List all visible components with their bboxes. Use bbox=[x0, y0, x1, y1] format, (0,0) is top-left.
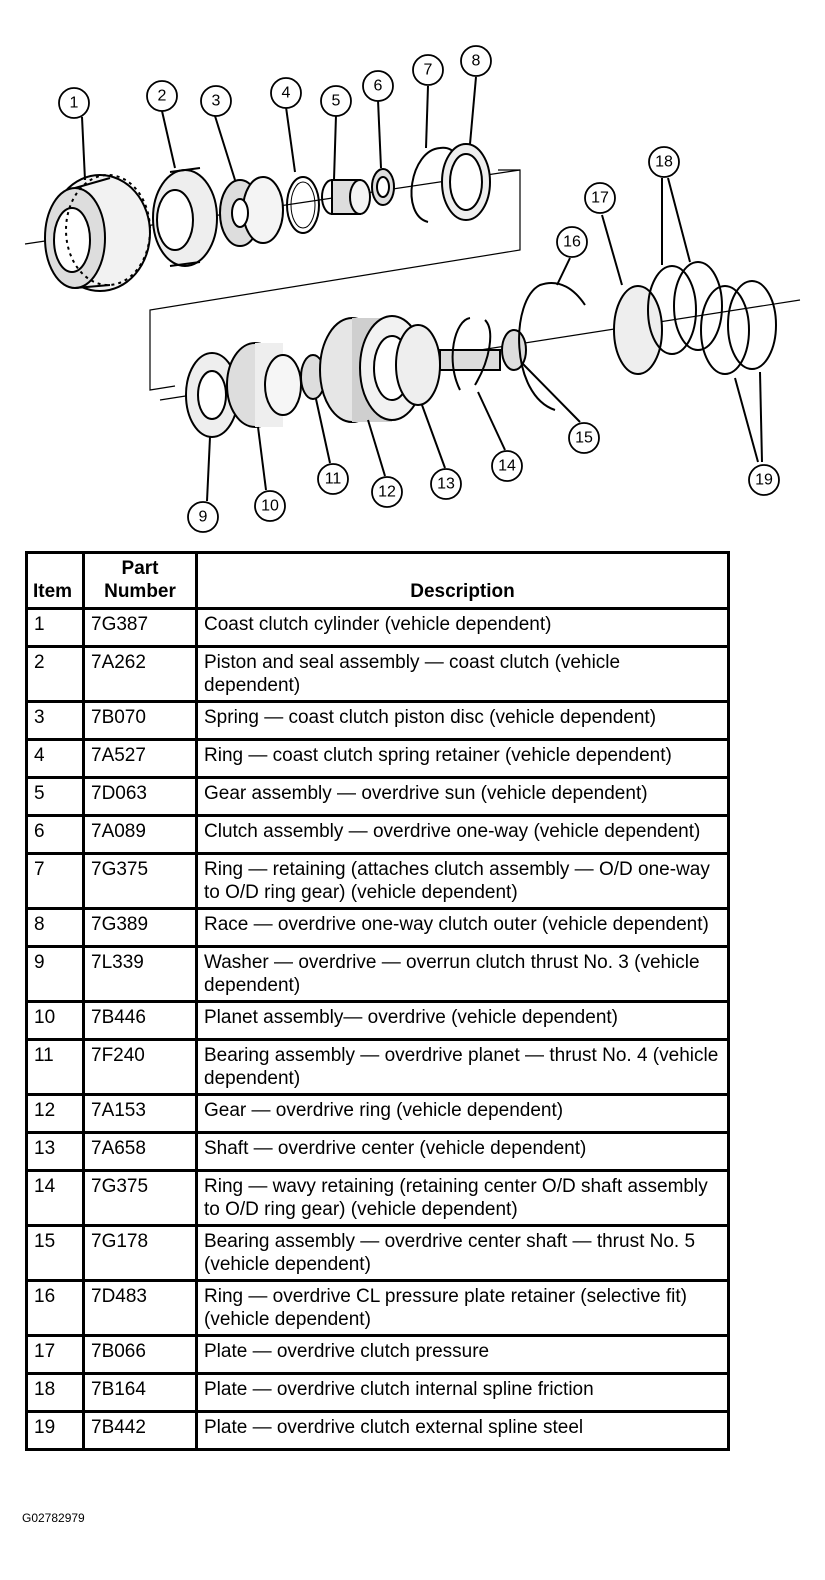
part-number-cell: 7A089 bbox=[84, 816, 197, 854]
description-cell: Bearing assembly — overdrive center shaft — thrust No. 5 (vehicle dependent) bbox=[197, 1226, 729, 1281]
leader-line-15 bbox=[522, 363, 580, 422]
callout-label-1: 1 bbox=[69, 94, 79, 112]
description-cell: Ring — overdrive CL pressure plate retainer (selective fit) (vehicle dependent) bbox=[197, 1281, 729, 1336]
external-spline-steel-plates bbox=[701, 281, 776, 374]
description-cell: Planet assembly— overdrive (vehicle dependent) bbox=[197, 1002, 729, 1040]
part-number-cell: 7D483 bbox=[84, 1281, 197, 1336]
leader-line-5 bbox=[334, 115, 336, 180]
table-row bbox=[27, 854, 729, 909]
description-cell: Shaft — overdrive center (vehicle dependent) bbox=[197, 1133, 729, 1171]
leader-line-8 bbox=[470, 77, 476, 144]
item-cell: 12 bbox=[27, 1095, 84, 1133]
callout-label-14: 14 bbox=[498, 457, 516, 475]
table-row bbox=[27, 1133, 729, 1171]
piston-seal-assembly bbox=[153, 168, 217, 266]
item-cell: 1 bbox=[27, 609, 84, 647]
coast-clutch-cylinder bbox=[45, 175, 150, 291]
description-cell: Washer — overdrive — overrun clutch thrust No. 3 (vehicle dependent) bbox=[197, 947, 729, 1002]
diagram-svg bbox=[0, 0, 825, 545]
table-header-row bbox=[27, 553, 729, 609]
callout-label-18: 18 bbox=[655, 153, 673, 171]
part-number-cell: 7G389 bbox=[84, 909, 197, 947]
table-row bbox=[27, 609, 729, 647]
item-cell: 9 bbox=[27, 947, 84, 1002]
leader-line-1 bbox=[82, 117, 85, 180]
description-cell: Gear assembly — overdrive sun (vehicle dependent) bbox=[197, 778, 729, 816]
callout-label-7: 7 bbox=[423, 61, 433, 79]
leader-line-13 bbox=[422, 405, 445, 468]
pressure-plate-retainer-ring bbox=[519, 283, 585, 410]
figure-id: G02782979 bbox=[22, 1511, 85, 1525]
item-cell: 10 bbox=[27, 1002, 84, 1040]
item-cell: 19 bbox=[27, 1412, 84, 1450]
item-cell: 16 bbox=[27, 1281, 84, 1336]
leader-line-16 bbox=[557, 258, 570, 285]
part-number-cell: 7A658 bbox=[84, 1133, 197, 1171]
leader-line-10 bbox=[258, 427, 266, 490]
part-number-cell: 7F240 bbox=[84, 1040, 197, 1095]
header-description: Description bbox=[197, 553, 729, 609]
table-row bbox=[27, 647, 729, 702]
header-item: Item bbox=[27, 553, 84, 609]
item-cell: 17 bbox=[27, 1336, 84, 1374]
part-number-cell: 7D063 bbox=[84, 778, 197, 816]
table-row bbox=[27, 1226, 729, 1281]
item-cell: 14 bbox=[27, 1171, 84, 1226]
leader-line-6 bbox=[378, 100, 381, 168]
description-cell: Bearing assembly — overdrive planet — thrust No. 4 (vehicle dependent) bbox=[197, 1040, 729, 1095]
callout-label-12: 12 bbox=[378, 483, 396, 501]
leader-line-19b bbox=[760, 372, 762, 462]
table-row bbox=[27, 1281, 729, 1336]
item-cell: 11 bbox=[27, 1040, 84, 1095]
item-cell: 7 bbox=[27, 854, 84, 909]
leader-line-18b bbox=[668, 178, 690, 262]
callout-label-13: 13 bbox=[437, 475, 455, 493]
leader-line-2 bbox=[162, 111, 175, 168]
leader-line-17 bbox=[602, 215, 622, 285]
description-cell: Plate — overdrive clutch pressure bbox=[197, 1336, 729, 1374]
leader-line-11 bbox=[316, 399, 330, 463]
table-row bbox=[27, 1040, 729, 1095]
overdrive-sun-gear bbox=[322, 180, 370, 214]
leader-line-7 bbox=[426, 86, 428, 148]
item-cell: 8 bbox=[27, 909, 84, 947]
description-cell: Ring — retaining (attaches clutch assembly — O/D one-way to O/D ring gear) (vehicle dependent) bbox=[197, 854, 729, 909]
spring-piston-disc bbox=[220, 177, 283, 246]
callout-label-11: 11 bbox=[324, 470, 342, 488]
part-number-cell: 7A262 bbox=[84, 647, 197, 702]
item-cell: 6 bbox=[27, 816, 84, 854]
description-cell: Ring — wavy retaining (retaining center O/D shaft assembly to O/D ring gear) (vehicle dependent) bbox=[197, 1171, 729, 1226]
table-row bbox=[27, 1171, 729, 1226]
table-row bbox=[27, 909, 729, 947]
overdrive-planet-assembly bbox=[227, 343, 301, 427]
callout-label-17: 17 bbox=[591, 189, 609, 207]
table-row bbox=[27, 1002, 729, 1040]
part-number-cell: 7G387 bbox=[84, 609, 197, 647]
part-number-cell: 7B070 bbox=[84, 702, 197, 740]
table-row bbox=[27, 1095, 729, 1133]
table-row bbox=[27, 816, 729, 854]
exploded-parts-diagram bbox=[0, 0, 825, 545]
item-cell: 4 bbox=[27, 740, 84, 778]
overdrive-clutch-pressure-plate bbox=[614, 286, 662, 374]
table-row bbox=[27, 1336, 729, 1374]
callout-label-8: 8 bbox=[471, 52, 481, 70]
part-number-cell: 7L339 bbox=[84, 947, 197, 1002]
part-number-cell: 7G375 bbox=[84, 854, 197, 909]
table-row bbox=[27, 1374, 729, 1412]
description-cell: Plate — overdrive clutch internal spline friction bbox=[197, 1374, 729, 1412]
table-row bbox=[27, 702, 729, 740]
leader-line-12 bbox=[368, 420, 385, 476]
leader-line-14 bbox=[478, 392, 505, 450]
callout-label-2: 2 bbox=[157, 87, 167, 105]
item-cell: 2 bbox=[27, 647, 84, 702]
item-cell: 13 bbox=[27, 1133, 84, 1171]
part-number-cell: 7G375 bbox=[84, 1171, 197, 1226]
header-part-line2: Number bbox=[104, 581, 176, 602]
callout-label-10: 10 bbox=[261, 497, 279, 515]
callout-label-6: 6 bbox=[373, 77, 383, 95]
description-cell: Ring — coast clutch spring retainer (vehicle dependent) bbox=[197, 740, 729, 778]
table-row bbox=[27, 947, 729, 1002]
part-number-cell: 7B442 bbox=[84, 1412, 197, 1450]
description-cell: Piston and seal assembly — coast clutch (vehicle dependent) bbox=[197, 647, 729, 702]
part-number-cell: 7A153 bbox=[84, 1095, 197, 1133]
description-cell: Spring — coast clutch piston disc (vehicle dependent) bbox=[197, 702, 729, 740]
table-row bbox=[27, 740, 729, 778]
description-cell: Gear — overdrive ring (vehicle dependent) bbox=[197, 1095, 729, 1133]
leader-line-4 bbox=[286, 107, 295, 172]
part-number-cell: 7B066 bbox=[84, 1336, 197, 1374]
leader-line-19a bbox=[735, 378, 758, 462]
parts-table bbox=[25, 551, 730, 1451]
header-part-line1: Part bbox=[121, 558, 159, 579]
callout-label-3: 3 bbox=[211, 92, 221, 110]
callout-label-5: 5 bbox=[331, 92, 341, 110]
callout-label-19: 19 bbox=[755, 471, 773, 489]
callout-label-9: 9 bbox=[198, 508, 208, 526]
part-number-cell: 7B164 bbox=[84, 1374, 197, 1412]
callout-label-15: 15 bbox=[575, 429, 593, 447]
description-cell: Race — overdrive one-way clutch outer (vehicle dependent) bbox=[197, 909, 729, 947]
description-cell: Plate — overdrive clutch external spline steel bbox=[197, 1412, 729, 1450]
part-number-cell: 7A527 bbox=[84, 740, 197, 778]
description-cell: Clutch assembly — overdrive one-way (vehicle dependent) bbox=[197, 816, 729, 854]
part-number-cell: 7G178 bbox=[84, 1226, 197, 1281]
table-row bbox=[27, 1412, 729, 1450]
overdrive-one-way-clutch bbox=[372, 169, 394, 205]
table-row bbox=[27, 778, 729, 816]
leader-line-9 bbox=[207, 437, 210, 501]
leader-line-3 bbox=[215, 116, 235, 180]
part-number-cell: 7B446 bbox=[84, 1002, 197, 1040]
description-cell: Coast clutch cylinder (vehicle dependent) bbox=[197, 609, 729, 647]
one-way-clutch-outer-race bbox=[442, 144, 490, 220]
header-part-number bbox=[84, 553, 197, 609]
item-cell: 3 bbox=[27, 702, 84, 740]
item-cell: 18 bbox=[27, 1374, 84, 1412]
item-cell: 5 bbox=[27, 778, 84, 816]
item-cell: 15 bbox=[27, 1226, 84, 1281]
callout-label-4: 4 bbox=[281, 84, 291, 102]
coast-clutch-spring-retainer-ring bbox=[287, 177, 319, 233]
callout-label-16: 16 bbox=[563, 233, 581, 251]
